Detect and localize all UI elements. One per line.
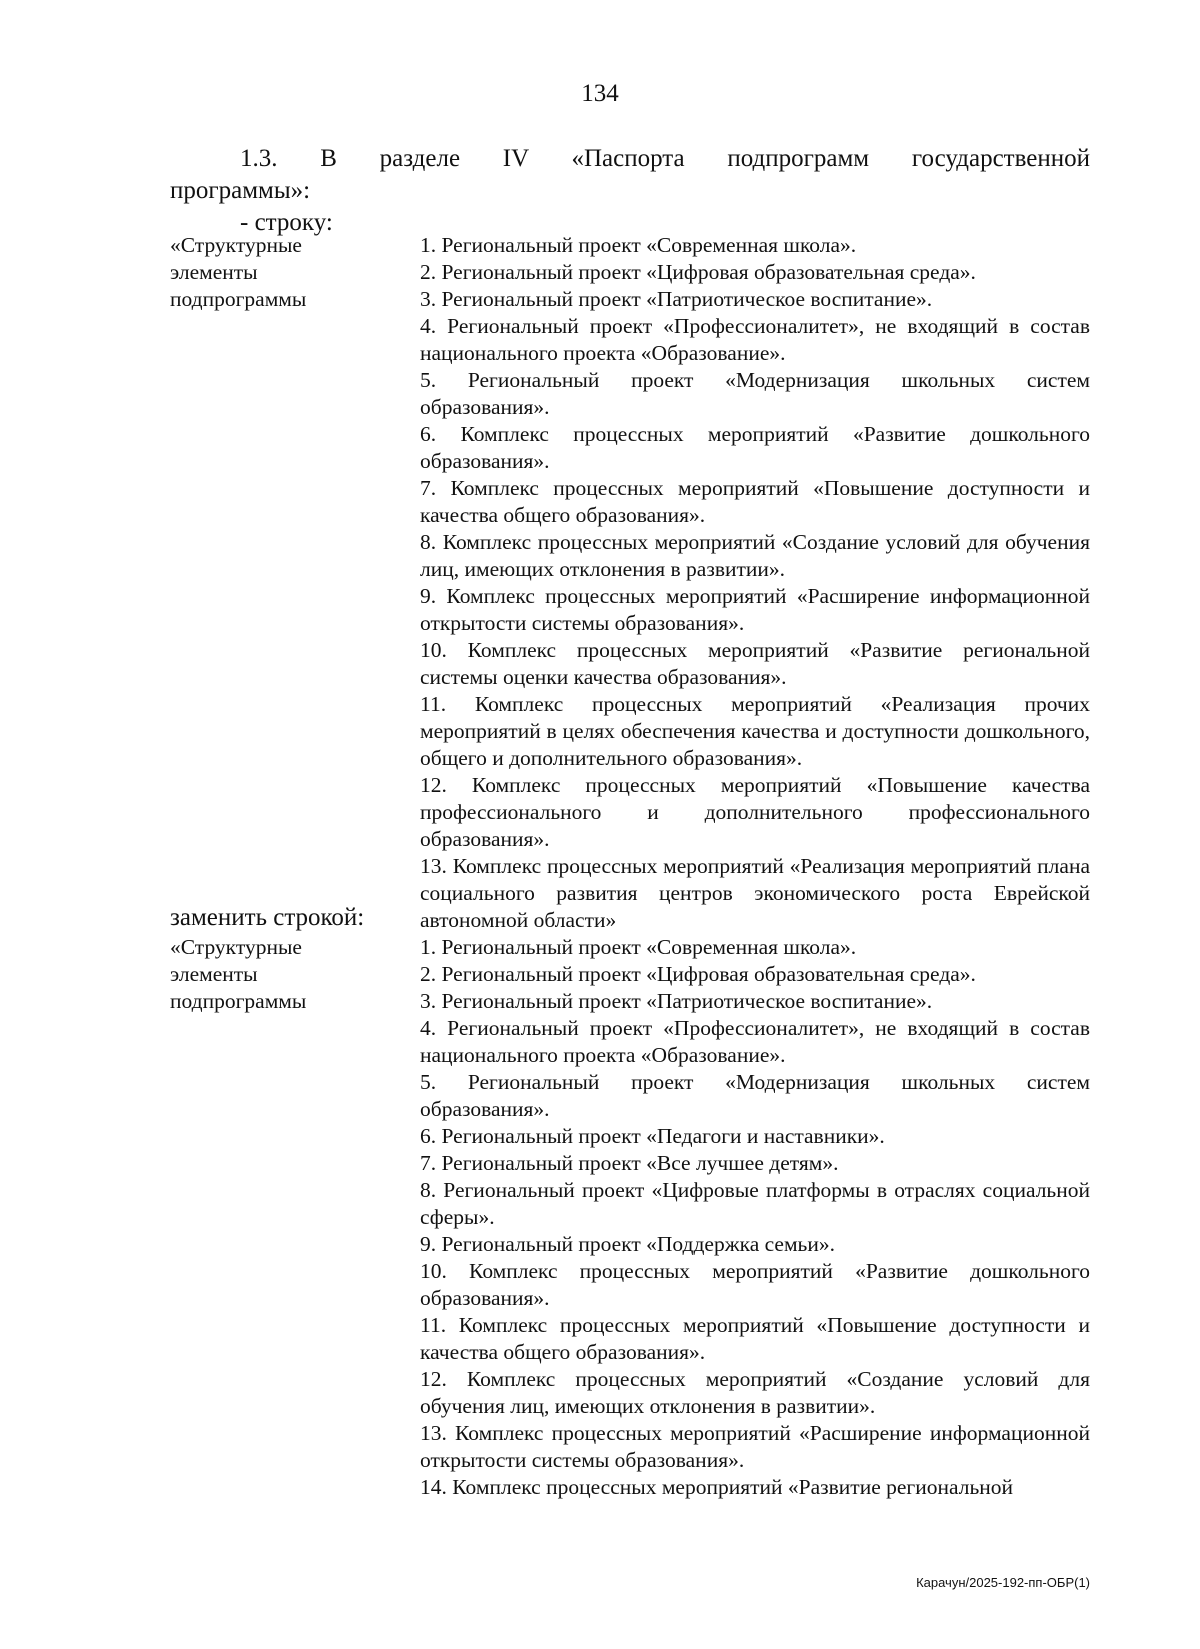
list-item: 13. Комплекс процессных мероприятий «Расширение информационной открытости системы образования». xyxy=(420,1421,1090,1472)
list-item: 3. Региональный проект «Патриотическое воспитание». xyxy=(420,989,933,1013)
amendment-intro xyxy=(170,143,1090,239)
old-row-label xyxy=(170,232,420,934)
list-item: 1. Региональный проект «Современная школа». xyxy=(420,935,857,959)
old-row-label-line: «Структурные xyxy=(170,233,302,257)
list-item: 13. Комплекс процессных мероприятий «Реализация мероприятий плана социального развития центров экономического роста Еврейской автономной области» xyxy=(420,854,1090,932)
new-row-label-line: элементы xyxy=(170,962,258,986)
replace-label-block xyxy=(170,902,1090,934)
old-row-block xyxy=(170,232,1090,934)
list-item: 14. Комплекс процессных мероприятий «Развитие региональной xyxy=(420,1475,1014,1499)
list-item: 9. Региональный проект «Поддержка семьи». xyxy=(420,1232,835,1256)
new-row-label-line: подпрограммы xyxy=(170,989,307,1013)
new-row-items xyxy=(420,934,1090,1501)
list-item: 1. Региональный проект «Современная школа». xyxy=(420,233,857,257)
new-row-label-line: «Структурные xyxy=(170,935,302,959)
document-code: Карачун/2025-192-пп-ОБР(1) xyxy=(916,1575,1090,1590)
list-item: 7. Комплекс процессных мероприятий «Повышение доступности и качества общего образования». xyxy=(420,476,1090,527)
list-item: 5. Региональный проект «Модернизация школьных систем образования». xyxy=(420,368,1090,419)
replace-label: заменить строкой: xyxy=(170,904,365,931)
old-row-label-line: подпрограммы xyxy=(170,287,307,311)
list-item: 7. Региональный проект «Все лучшее детям». xyxy=(420,1151,839,1175)
amendment-heading-continuation: программы»: xyxy=(170,177,311,204)
list-item: 4. Региональный проект «Профессионалитет», не входящий в состав национального проекта «Образование». xyxy=(420,1016,1090,1067)
list-item: 11. Комплекс процессных мероприятий «Повышение доступности и качества общего образования». xyxy=(420,1313,1090,1364)
list-item: 12. Комплекс процессных мероприятий «Создание условий для обучения лиц, имеющих отклонения в развитии». xyxy=(420,1367,1090,1418)
old-row-label-line: элементы xyxy=(170,260,258,284)
old-row-items xyxy=(420,232,1090,934)
list-item: 3. Региональный проект «Патриотическое воспитание». xyxy=(420,287,933,311)
list-item: 6. Региональный проект «Педагоги и наставники». xyxy=(420,1124,885,1148)
list-item: 4. Региональный проект «Профессионалитет», не входящий в состав национального проекта «Образование». xyxy=(420,314,1090,365)
new-row-label xyxy=(170,934,420,1501)
amendment-heading: 1.3. В разделе IV «Паспорта подпрограмм государственной xyxy=(240,145,1090,172)
list-item: 10. Комплекс процессных мероприятий «Развитие региональной системы оценки качества образования». xyxy=(420,638,1090,689)
list-item: 8. Комплекс процессных мероприятий «Создание условий для обучения лиц, имеющих отклонения в развитии». xyxy=(420,530,1090,581)
list-item: 5. Региональный проект «Модернизация школьных систем образования». xyxy=(420,1070,1090,1121)
list-item: 6. Комплекс процессных мероприятий «Развитие дошкольного образования». xyxy=(420,422,1090,473)
new-row-table xyxy=(170,934,1090,1501)
old-row-table xyxy=(170,232,1090,934)
new-row-block xyxy=(170,934,1090,1501)
list-item: 2. Региональный проект «Цифровая образовательная среда». xyxy=(420,260,976,284)
list-item: 11. Комплекс процессных мероприятий «Реализация прочих мероприятий в целях обеспечения качества и доступности дошкольного, общего и дополнительного образования». xyxy=(420,692,1090,770)
row-label: - строку: xyxy=(240,209,333,236)
list-item: 9. Комплекс процессных мероприятий «Расширение информационной открытости системы образования». xyxy=(420,584,1090,635)
list-item: 10. Комплекс процессных мероприятий «Развитие дошкольного образования». xyxy=(420,1259,1090,1310)
list-item: 2. Региональный проект «Цифровая образовательная среда». xyxy=(420,962,976,986)
list-item: 12. Комплекс процессных мероприятий «Повышение качества профессионального и дополнительного профессионального образования». xyxy=(420,773,1090,851)
page-number: 134 xyxy=(581,80,619,107)
list-item: 8. Региональный проект «Цифровые платформы в отраслях социальной сферы». xyxy=(420,1178,1090,1229)
